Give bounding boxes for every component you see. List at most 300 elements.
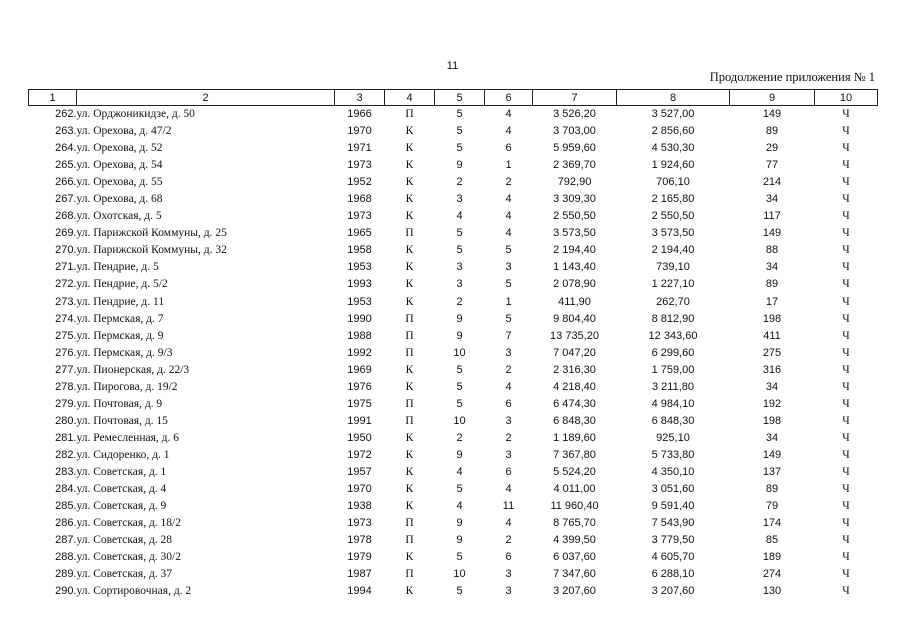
residents-cell: 174	[762, 517, 782, 530]
address-cell: ул. Советская, д. 9	[76, 500, 167, 513]
table-row	[29, 345, 878, 362]
table-row	[29, 174, 878, 191]
address-cell: ул. Охотская, д. 5	[76, 210, 162, 223]
address-cell: ул. Сортировочная, д. 2	[76, 585, 192, 598]
residents-cell: 130	[762, 585, 782, 598]
floors-cell: 5	[456, 551, 463, 564]
year-cell: 1938	[347, 500, 372, 513]
living-area-cell: 6 288,10	[651, 568, 695, 581]
category-cell: Ч	[842, 108, 850, 121]
address-cell: ул. Пирогова, д. 19/2	[76, 380, 178, 393]
entrances-cell: 2	[505, 363, 512, 376]
wall-material-cell: П	[405, 346, 414, 359]
residents-cell: 149	[762, 108, 782, 121]
row-number: 268.	[55, 210, 77, 223]
total-area-cell: 2 194,40	[553, 244, 596, 257]
residents-cell: 29	[765, 142, 779, 155]
row-number: 266.	[55, 176, 77, 189]
row-number: 264.	[55, 142, 77, 155]
floors-cell: 3	[456, 193, 463, 206]
floors-cell: 10	[453, 346, 466, 359]
category-cell: Ч	[842, 466, 850, 478]
row-number: 273.	[55, 295, 77, 308]
entrances-cell: 3	[505, 346, 512, 359]
living-area-cell: 1 924,60	[651, 159, 695, 172]
row-number: 269.	[55, 227, 77, 240]
living-area-cell: 2 856,60	[651, 125, 695, 138]
total-area-cell: 4 399,50	[553, 534, 596, 547]
residents-cell: 85	[765, 534, 779, 547]
category-cell: Ч	[842, 193, 850, 206]
entrances-cell: 4	[505, 125, 512, 138]
wall-material-cell: К	[405, 483, 414, 496]
column-header: 9	[730, 90, 815, 106]
wall-material-cell: К	[405, 176, 414, 189]
category-cell: Ч	[842, 159, 850, 172]
floors-cell: 5	[456, 125, 463, 138]
wall-material-cell: К	[405, 125, 414, 138]
table-row	[29, 532, 878, 549]
address-cell: ул. Орехова, д. 52	[76, 142, 163, 155]
year-cell: 1993	[347, 278, 372, 291]
total-area-cell: 3 526,20	[553, 108, 596, 121]
year-cell: 1966	[347, 108, 372, 121]
total-area-cell: 6 474,30	[553, 397, 596, 410]
column-header: 1	[29, 90, 77, 106]
living-area-cell: 2 550,50	[651, 210, 695, 223]
row-number: 262.	[55, 108, 77, 121]
living-area-cell: 5 733,80	[651, 448, 695, 461]
category-cell: Ч	[842, 227, 850, 240]
living-area-cell: 3 527,00	[651, 108, 695, 121]
living-area-cell: 4 350,10	[651, 466, 695, 478]
entrances-cell: 5	[505, 244, 512, 257]
row-number: 272.	[55, 278, 77, 291]
living-area-cell: 2 165,80	[651, 193, 695, 206]
residents-cell: 149	[762, 448, 782, 461]
wall-material-cell: К	[405, 500, 414, 513]
table-row	[29, 242, 878, 259]
table-row	[29, 498, 878, 515]
entrances-cell: 7	[505, 329, 512, 342]
row-number: 275.	[55, 329, 77, 342]
address-cell: ул. Пендрие, д. 11	[76, 295, 165, 308]
year-cell: 1975	[347, 397, 372, 410]
wall-material-cell: П	[405, 329, 414, 342]
total-area-cell: 8 765,70	[553, 517, 596, 530]
entrances-cell: 11	[502, 500, 515, 513]
year-cell: 1968	[347, 193, 372, 206]
address-cell: ул. Орджоникидзе, д. 50	[76, 108, 195, 121]
total-area-cell: 6 037,60	[553, 551, 596, 564]
living-area-cell: 4 530,30	[651, 142, 695, 155]
row-number: 277.	[55, 363, 77, 376]
residents-cell: 192	[762, 397, 782, 410]
address-cell: ул. Орехова, д. 54	[76, 159, 163, 172]
total-area-cell: 3 573,50	[553, 227, 596, 240]
living-area-cell: 6 299,60	[651, 346, 695, 359]
address-cell: ул. Ремесленная, д. 6	[76, 431, 180, 444]
wall-material-cell: К	[405, 448, 414, 461]
residents-cell: 137	[762, 466, 782, 478]
residents-cell: 214	[762, 176, 782, 189]
table-row	[29, 276, 878, 293]
floors-cell: 10	[453, 568, 466, 581]
entrances-cell: 3	[505, 414, 512, 427]
address-cell: ул. Советская, д. 30/2	[76, 551, 181, 564]
living-area-cell: 739,10	[656, 261, 690, 274]
year-cell: 1972	[347, 448, 372, 461]
total-area-cell: 2 078,90	[553, 278, 596, 291]
floors-cell: 9	[456, 517, 463, 530]
residents-cell: 79	[765, 500, 779, 513]
row-number: 274.	[55, 312, 77, 325]
living-area-cell: 3 211,80	[651, 380, 694, 393]
living-area-cell: 706,10	[656, 176, 690, 189]
wall-material-cell: К	[405, 551, 414, 564]
category-cell: Ч	[842, 312, 850, 325]
table-row	[29, 379, 878, 396]
total-area-cell: 1 143,40	[553, 261, 596, 274]
row-number: 270.	[55, 244, 77, 257]
entrances-cell: 3	[505, 568, 512, 581]
address-cell: ул. Почтовая, д. 9	[76, 397, 163, 410]
category-cell: Ч	[842, 244, 850, 257]
row-number: 265.	[55, 159, 77, 172]
wall-material-cell: К	[405, 466, 414, 478]
category-cell: Ч	[842, 448, 850, 461]
residents-cell: 34	[765, 431, 779, 444]
entrances-cell: 3	[505, 585, 512, 598]
total-area-cell: 5 524,20	[553, 466, 596, 478]
category-cell: Ч	[842, 295, 850, 308]
residents-cell: 149	[762, 227, 782, 240]
total-area-cell: 11 960,40	[550, 500, 599, 513]
table-row	[29, 106, 878, 124]
address-cell: ул. Парижской Коммуны, д. 32	[76, 244, 227, 257]
row-number: 290.	[55, 585, 77, 598]
row-number: 288.	[55, 551, 77, 564]
category-cell: Ч	[842, 483, 850, 496]
floors-cell: 9	[456, 534, 463, 547]
total-area-cell: 7 347,60	[553, 568, 596, 581]
wall-material-cell: К	[405, 380, 414, 393]
address-cell: ул. Орехова, д. 68	[76, 193, 163, 206]
category-cell: Ч	[842, 380, 850, 393]
address-cell: ул. Парижской Коммуны, д. 25	[76, 227, 227, 240]
residents-cell: 89	[765, 483, 779, 496]
entrances-cell: 4	[505, 193, 512, 206]
row-number: 283.	[55, 466, 77, 478]
residents-cell: 17	[765, 295, 779, 308]
wall-material-cell: П	[405, 108, 414, 121]
category-cell: Ч	[842, 585, 850, 598]
residents-cell: 34	[765, 193, 779, 206]
category-cell: Ч	[842, 414, 850, 427]
table-row	[29, 328, 878, 345]
wall-material-cell: П	[405, 227, 414, 240]
wall-material-cell: К	[405, 585, 414, 598]
floors-cell: 4	[456, 466, 463, 478]
row-number: 282.	[55, 448, 77, 461]
column-header: 7	[533, 90, 617, 106]
table-row	[29, 549, 878, 566]
entrances-cell: 4	[505, 210, 512, 223]
address-cell: ул. Орехова, д. 47/2	[76, 125, 172, 138]
table-row	[29, 396, 878, 413]
column-header: 5	[435, 90, 485, 106]
year-cell: 1990	[347, 312, 372, 325]
table-row	[29, 464, 878, 481]
residents-cell: 88	[765, 244, 779, 257]
year-cell: 1973	[347, 517, 372, 530]
total-area-cell: 7 367,80	[553, 448, 596, 461]
category-cell: Ч	[842, 568, 850, 581]
table-row	[29, 311, 878, 328]
address-cell: ул. Советская, д. 18/2	[76, 517, 181, 530]
row-number: 286.	[55, 517, 77, 530]
residents-cell: 189	[762, 551, 782, 564]
wall-material-cell: П	[405, 312, 414, 325]
living-area-cell: 2 194,40	[651, 244, 695, 257]
year-cell: 1976	[347, 380, 372, 393]
floors-cell: 2	[456, 431, 463, 444]
year-cell: 1992	[347, 346, 372, 359]
year-cell: 1979	[347, 551, 372, 564]
floors-cell: 9	[456, 329, 463, 342]
table-row	[29, 259, 878, 276]
residents-cell: 198	[762, 312, 782, 325]
row-number: 285.	[55, 500, 77, 513]
total-area-cell: 2 369,70	[553, 159, 596, 172]
address-cell: ул. Пионерская, д. 22/3	[76, 363, 190, 376]
residents-cell: 275	[762, 346, 782, 359]
living-area-cell: 12 343,60	[648, 329, 698, 342]
total-area-cell: 5 959,60	[553, 142, 596, 155]
table-row	[29, 566, 878, 583]
category-cell: Ч	[842, 397, 850, 410]
year-cell: 1950	[347, 431, 372, 444]
category-cell: Ч	[842, 517, 850, 530]
year-cell: 1991	[347, 414, 372, 427]
table-row	[29, 208, 878, 225]
row-number: 278.	[55, 380, 77, 393]
entrances-cell: 1	[505, 295, 512, 308]
row-number: 284.	[55, 483, 77, 496]
entrances-cell: 2	[505, 431, 512, 444]
table-row	[29, 157, 878, 174]
entrances-cell: 4	[505, 483, 512, 496]
entrances-cell: 2	[505, 534, 512, 547]
year-cell: 1969	[347, 363, 372, 376]
address-cell: ул. Пендрие, д. 5/2	[76, 278, 168, 291]
wall-material-cell: П	[405, 534, 414, 547]
table-row	[29, 447, 878, 464]
address-cell: ул. Почтовая, д. 15	[76, 414, 168, 427]
category-cell: Ч	[842, 278, 850, 291]
category-cell: Ч	[842, 210, 850, 223]
row-number: 279.	[55, 397, 77, 410]
floors-cell: 3	[456, 261, 463, 274]
row-number: 267.	[55, 193, 77, 206]
column-header: 2	[77, 90, 335, 106]
row-number: 280.	[55, 414, 77, 427]
address-cell: ул. Пермская, д. 7	[76, 312, 164, 325]
column-header: 8	[617, 90, 730, 106]
header-row	[29, 90, 878, 106]
continuation-label: Продолжение приложения № 1	[709, 70, 875, 84]
wall-material-cell: П	[405, 397, 414, 410]
living-area-cell: 9 591,40	[651, 500, 695, 513]
total-area-cell: 4 218,40	[553, 380, 596, 393]
year-cell: 1994	[347, 585, 372, 598]
wall-material-cell: К	[405, 278, 414, 291]
table-row	[29, 515, 878, 532]
living-area-cell: 1 227,10	[651, 278, 695, 291]
entrances-cell: 4	[505, 517, 512, 530]
total-area-cell: 3 207,60	[553, 585, 596, 598]
wall-material-cell: П	[405, 568, 414, 581]
table-row	[29, 481, 878, 498]
category-cell: Ч	[842, 551, 850, 564]
total-area-cell: 1 189,60	[553, 431, 596, 444]
total-area-cell: 3 309,30	[553, 193, 596, 206]
table-body	[29, 106, 878, 601]
address-cell: ул. Пендрие, д. 5	[76, 261, 159, 274]
total-area-cell: 13 735,20	[550, 329, 599, 342]
entrances-cell: 6	[505, 142, 512, 155]
page-number: 11	[446, 60, 459, 72]
wall-material-cell: К	[405, 244, 414, 257]
address-cell: ул. Советская, д. 1	[76, 466, 167, 478]
column-header: 4	[385, 90, 435, 106]
floors-cell: 2	[456, 176, 463, 189]
floors-cell: 5	[456, 483, 463, 496]
living-area-cell: 3 051,60	[651, 483, 695, 496]
wall-material-cell: К	[405, 159, 414, 172]
living-area-cell: 8 812,90	[651, 312, 695, 325]
wall-material-cell: К	[405, 295, 414, 308]
year-cell: 1958	[347, 244, 372, 257]
residents-cell: 316	[762, 363, 782, 376]
total-area-cell: 792,90	[557, 176, 592, 189]
entrances-cell: 5	[505, 312, 512, 325]
entrances-cell: 1	[505, 159, 512, 172]
year-cell: 1970	[347, 125, 372, 138]
table-row	[29, 123, 878, 140]
category-cell: Ч	[842, 176, 850, 189]
row-number: 271.	[55, 261, 77, 274]
row-number: 287.	[55, 534, 77, 547]
year-cell: 1957	[347, 466, 372, 478]
residents-cell: 34	[765, 380, 779, 393]
table-row	[29, 294, 878, 311]
floors-cell: 5	[456, 380, 463, 393]
address-cell: ул. Советская, д. 37	[76, 568, 173, 581]
row-number: 281.	[55, 431, 77, 444]
living-area-cell: 6 848,30	[651, 414, 695, 427]
category-cell: Ч	[842, 346, 850, 359]
floors-cell: 4	[456, 210, 463, 223]
floors-cell: 9	[456, 159, 463, 172]
living-area-cell: 262,70	[656, 295, 690, 308]
category-cell: Ч	[842, 431, 850, 444]
category-cell: Ч	[842, 329, 850, 342]
category-cell: Ч	[842, 500, 850, 513]
address-cell: ул. Пермская, д. 9/3	[76, 346, 173, 359]
total-area-cell: 411,90	[558, 295, 591, 308]
wall-material-cell: К	[405, 193, 414, 206]
floors-cell: 5	[456, 142, 463, 155]
wall-material-cell: П	[405, 414, 414, 427]
living-area-cell: 1 759,00	[651, 363, 695, 376]
address-cell: ул. Советская, д. 28	[76, 534, 173, 547]
year-cell: 1987	[347, 568, 372, 581]
year-cell: 1953	[347, 295, 372, 308]
row-number: 263.	[55, 125, 77, 138]
year-cell: 1978	[347, 534, 372, 547]
living-area-cell: 3 573,50	[651, 227, 695, 240]
living-area-cell: 925,10	[656, 431, 690, 444]
floors-cell: 5	[456, 227, 463, 240]
wall-material-cell: К	[405, 363, 414, 376]
total-area-cell: 2 316,30	[553, 363, 596, 376]
year-cell: 1973	[347, 210, 372, 223]
living-area-cell: 7 543,90	[651, 517, 695, 530]
residents-cell: 411	[763, 329, 781, 342]
table-row	[29, 225, 878, 242]
floors-cell: 9	[456, 312, 463, 325]
housing-table	[28, 89, 878, 600]
living-area-cell: 3 779,50	[651, 534, 695, 547]
total-area-cell: 4 011,00	[553, 483, 596, 496]
floors-cell: 3	[456, 278, 463, 291]
residents-cell: 34	[765, 261, 779, 274]
table-row	[29, 140, 878, 157]
total-area-cell: 3 703,00	[553, 125, 596, 138]
year-cell: 1988	[347, 329, 372, 342]
entrances-cell: 4	[505, 380, 512, 393]
wall-material-cell: К	[405, 142, 414, 155]
category-cell: Ч	[842, 363, 850, 376]
residents-cell: 198	[762, 414, 782, 427]
living-area-cell: 3 207,60	[651, 585, 695, 598]
table-row	[29, 583, 878, 600]
wall-material-cell: К	[405, 261, 414, 274]
entrances-cell: 6	[505, 551, 512, 564]
year-cell: 1952	[347, 176, 372, 189]
entrances-cell: 2	[505, 176, 512, 189]
year-cell: 1973	[347, 159, 372, 172]
floors-cell: 10	[453, 414, 466, 427]
table-row	[29, 413, 878, 430]
table-row	[29, 191, 878, 208]
column-header: 10	[815, 90, 878, 106]
year-cell: 1970	[347, 483, 372, 496]
residents-cell: 117	[763, 210, 781, 223]
category-cell: Ч	[842, 125, 850, 138]
address-cell: ул. Сидоренко, д. 1	[76, 448, 170, 461]
total-area-cell: 7 047,20	[553, 346, 596, 359]
living-area-cell: 4 605,70	[651, 551, 695, 564]
column-header: 6	[485, 90, 533, 106]
entrances-cell: 4	[505, 108, 512, 121]
row-number: 289.	[55, 568, 77, 581]
category-cell: Ч	[842, 534, 850, 547]
total-area-cell: 2 550,50	[553, 210, 596, 223]
residents-cell: 89	[765, 278, 779, 291]
address-cell: ул. Советская, д. 4	[76, 483, 167, 496]
